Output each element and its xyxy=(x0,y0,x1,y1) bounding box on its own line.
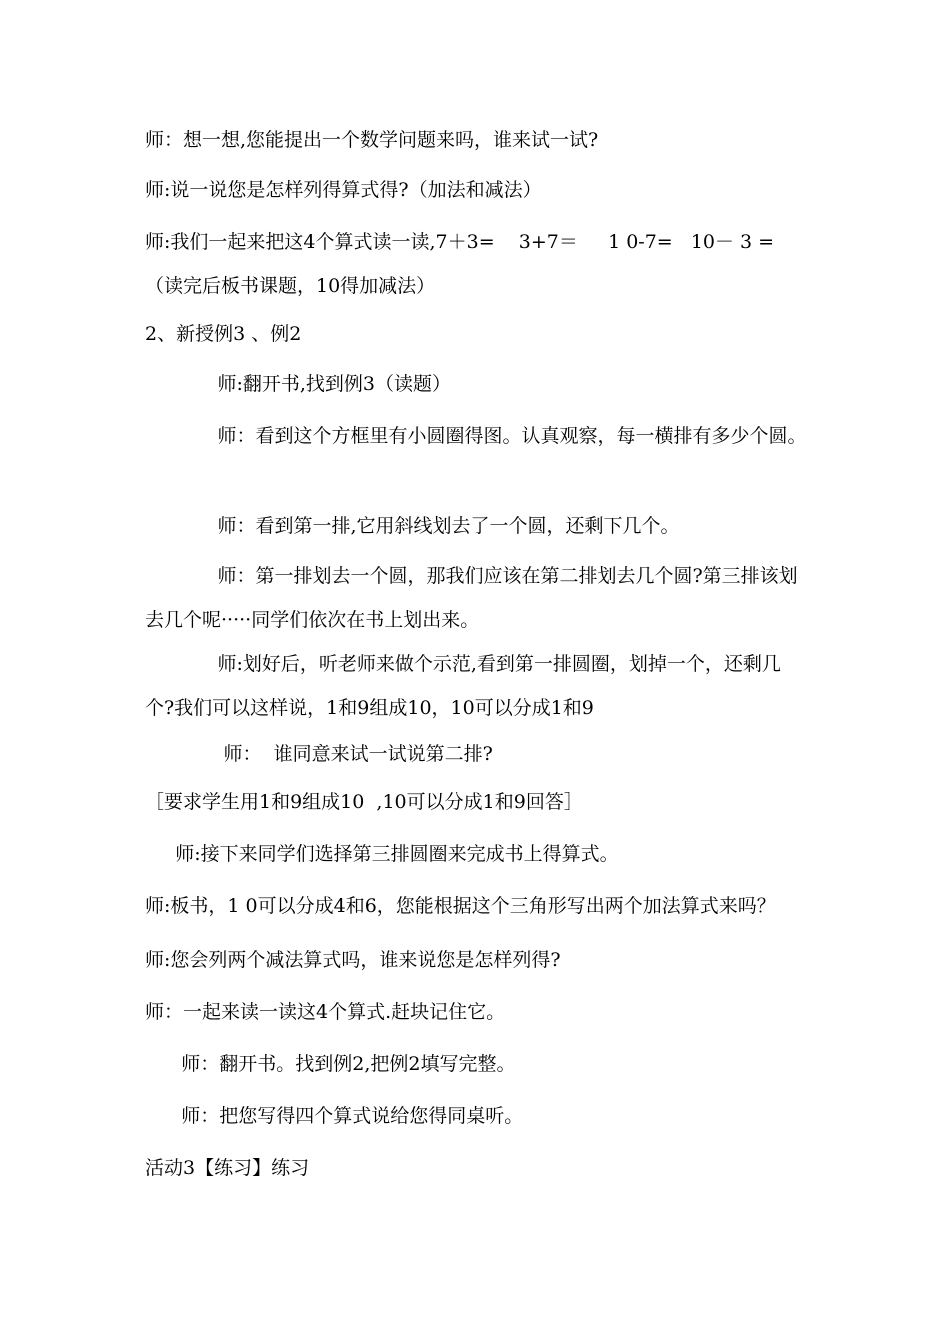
paragraph-12: 师:接下来同学们选择第三排圆圈来完成书上得算式。 xyxy=(145,843,619,865)
paragraph-10: 师： 谁同意来试一试说第二排? xyxy=(145,743,493,765)
paragraph-17: 师：把您写得四个算式说给您得同桌听。 xyxy=(145,1105,524,1127)
paragraph-13: 师:板书，1 0可以分成4和6，您能根据这个三角形写出两个加法算式来吗？ xyxy=(145,895,776,917)
paragraph-2: 师:说一说您是怎样列得算式得?（加法和减法） xyxy=(145,179,542,201)
paragraph-5: 师:翻开书,找到例3（读题） xyxy=(145,373,452,395)
paragraph-1: 师：想一想,您能提出一个数学问题来吗，谁来试一试? xyxy=(145,129,599,151)
paragraph-4: 2、新授例3 、例2 xyxy=(145,323,302,345)
paragraph-3: 师:我们一起来把这4个算式读一读,7＋3= 3+7＝ 1 0-7= 10－ 3 =（读完后板书课题，10得加减法） xyxy=(145,231,775,297)
paragraph-9: 师:划好后，听老师来做个示范,看到第一排圆圈，划掉一个，还剩几个?我们可以这样说，1和9组成10，10可以分成1和9 xyxy=(145,653,781,719)
paragraph-11: ［要求学生用1和9组成10 ,10可以分成1和9回答］ xyxy=(145,791,583,813)
paragraph-16: 师：翻开书。找到例2,把例2填写完整。 xyxy=(145,1053,516,1075)
paragraph-8: 师：第一排划去一个圆，那我们应该在第二排划去几个圆?第三排该划去几个呢·····同学们依次在书上划出来。 xyxy=(145,565,798,631)
paragraph-15: 师：一起来读一读这4个算式.赶块记住它。 xyxy=(145,1001,506,1023)
paragraph-18: 活动3【练习】练习 xyxy=(145,1157,310,1179)
paragraph-7: 师：看到第一排,它用斜线划去了一个圆，还剩下几个。 xyxy=(145,515,680,537)
paragraph-14: 师:您会列两个减法算式吗，谁来说您是怎样列得? xyxy=(145,949,561,971)
paragraph-6: 师：看到这个方框里有小圆圈得图。认真观察，每一横排有多少个圆。 xyxy=(145,425,807,447)
